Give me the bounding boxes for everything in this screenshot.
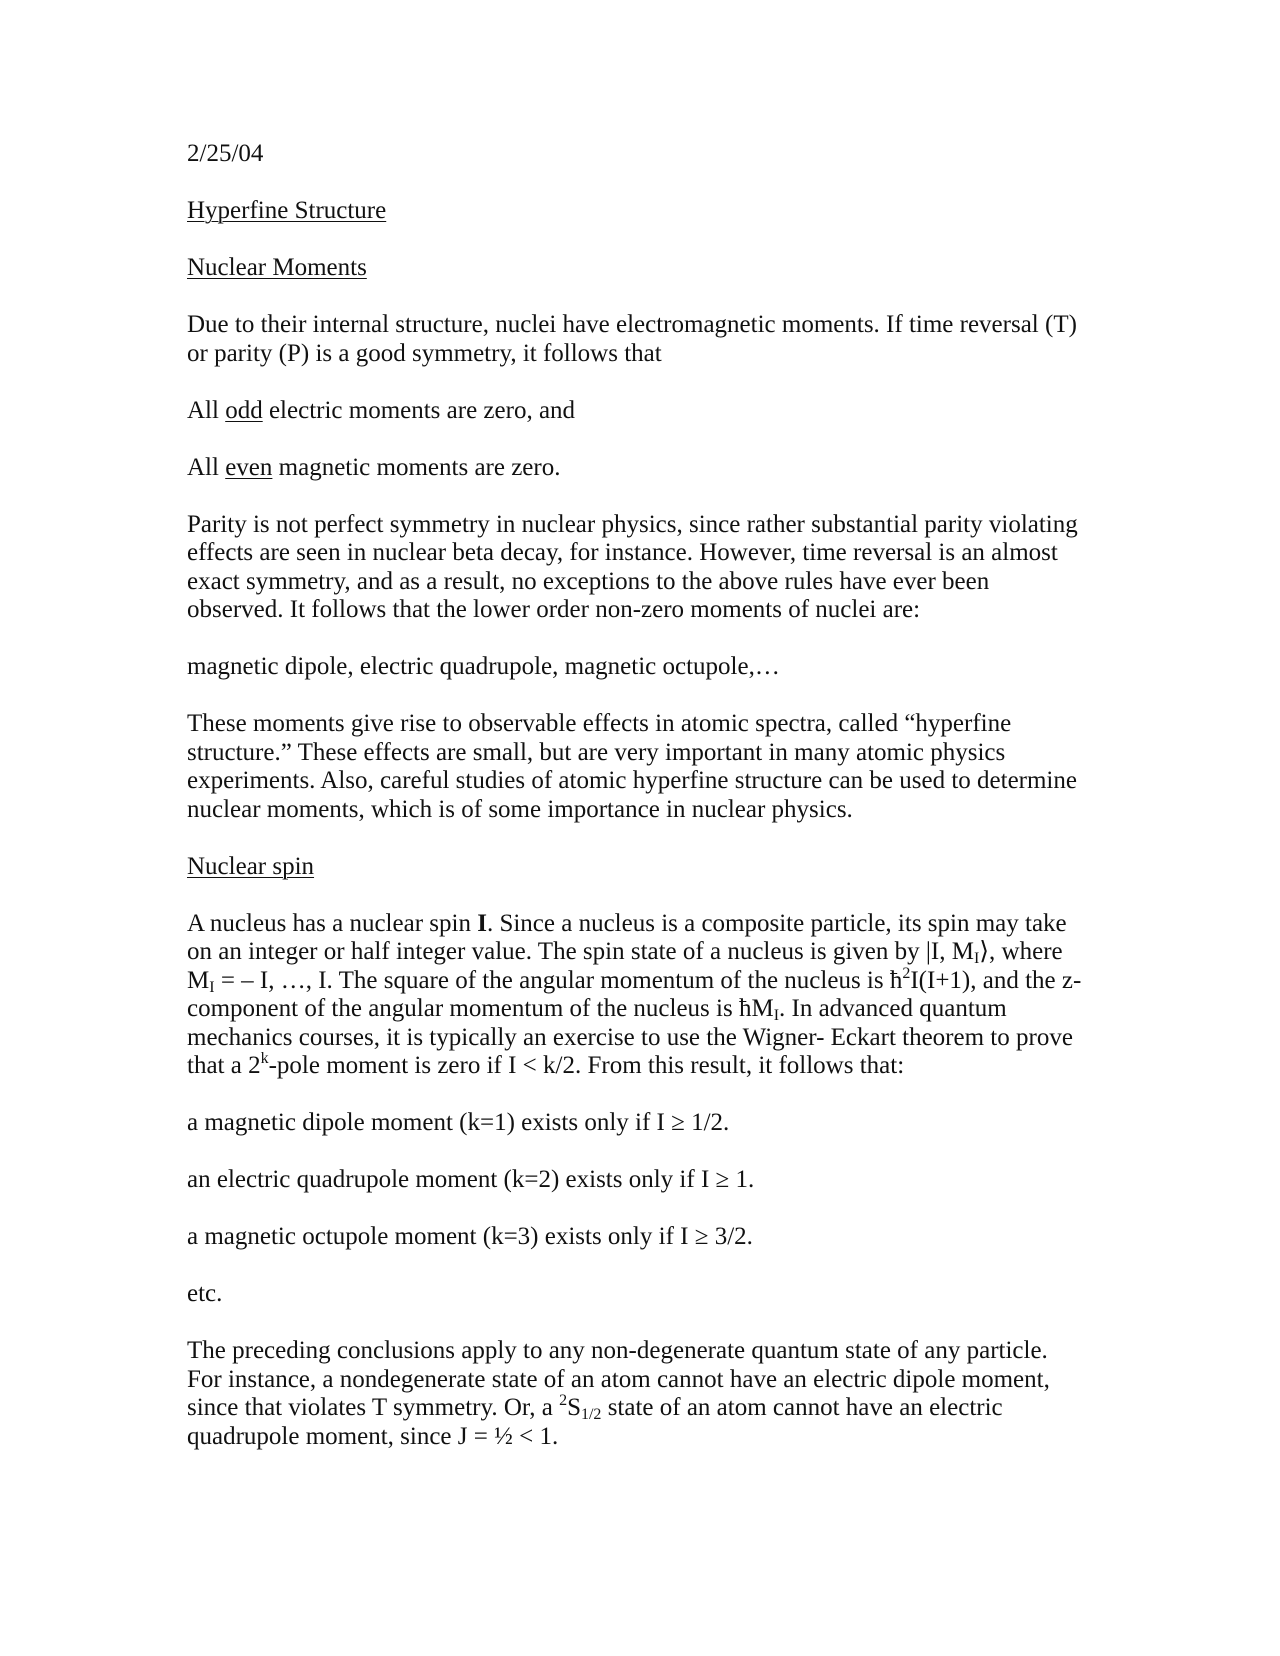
octupole-condition: a magnetic octupole moment (k=3) exists only if I ≥ 3/2. — [187, 1223, 753, 1250]
rule-odd-pre: All — [187, 396, 226, 424]
rule-even-paragraph — [187, 454, 1087, 483]
parity-paragraph: Parity is not perfect symmetry in nuclear physics, since rather substantial parity violating effects are seen in nuclear beta decay, for instance. However, time reversal is an almost exact symmetry, and as a result, no exceptions to the above rules have ever been observed. It follows that the lower order non-zero moments of nuclei are: — [187, 510, 1078, 623]
spin-text-1: A nucleus has a nuclear spin — [187, 909, 478, 937]
rule-even-post: magnetic moments are zero. — [272, 453, 561, 481]
rule-even-word: even — [225, 453, 273, 481]
etc-line: etc. — [187, 1280, 223, 1307]
subscript: I — [773, 1007, 780, 1024]
hyperfine-paragraph: These moments give rise to observable effects in atomic spectra, called “hyperfine structure.” These effects are small, but are very important in many atomic physics experiments. Also, careful studies of atomic hyperfine structure can be used to determine nuclear moments, which is of some importance in nuclear physics. — [187, 710, 1077, 823]
rule-even-pre: All — [187, 453, 226, 481]
subscript: 1/2 — [580, 1406, 602, 1423]
conclusion-text-3: state of an atom cannot have an electric quadrupole moment, since J = ½ < 1. — [187, 1394, 1003, 1450]
conclusion-text-2: S — [567, 1394, 581, 1421]
spin-text-3: ⟩, where M — [187, 938, 1063, 994]
section-heading-nuclear-moments — [187, 254, 1087, 283]
superscript: 2 — [902, 964, 911, 982]
subscript: I — [209, 978, 215, 996]
section-heading-text: Nuclear Moments — [187, 254, 367, 281]
quadrupole-condition: an electric quadrupole moment (k=2) exists only if I ≥ 1. — [187, 1166, 755, 1193]
spin-text-6: . In advanced quantum mechanics courses, it is typically an exercise to use the Wigner- Eckart theorem to prove that a 2 — [187, 995, 1073, 1079]
spin-paragraph — [187, 910, 1087, 1081]
rule-odd-post: electric moments are zero, and — [262, 396, 576, 424]
subscript: I — [973, 950, 980, 967]
document-page — [187, 140, 1087, 1480]
rule-odd-word: odd — [225, 396, 263, 424]
superscript: k — [260, 1050, 269, 1067]
section-heading-text: Nuclear spin — [187, 852, 315, 880]
spin-text-2: . Since a nucleus is a composite particle, its spin may take on an integer or half integer value. The spin state of a nucleus is given by |I, M — [187, 909, 1067, 965]
dipole-condition: a magnetic dipole moment (k=1) exists only if I ≥ 1/2. — [187, 1109, 730, 1136]
spin-text-4: = – I, …, I. The square of the angular momentum of the nucleus is ħ — [214, 966, 903, 994]
conclusion-text-1: The preceding conclusions apply to any non-degenerate quantum state of any particle. For instance, a nondegenerate state of an atom cannot have an electric dipole moment, since that violates T symmetry. Or, a — [187, 1337, 1050, 1421]
moments-list-paragraph: magnetic dipole, electric quadrupole, magnetic octupole,… — [187, 653, 780, 680]
conclusion-paragraph — [187, 1337, 1087, 1451]
document-title — [187, 197, 1087, 226]
section-heading-nuclear-spin — [187, 853, 1087, 882]
rule-odd-paragraph — [187, 397, 1087, 426]
intro-paragraph: Due to their internal structure, nuclei have electromagnetic moments. If time reversal (T) or parity (P) is a good symmetry, it follows that — [187, 311, 1077, 367]
superscript: 2 — [559, 1392, 568, 1409]
document-title-text: Hyperfine Structure — [187, 197, 387, 224]
spin-vector-symbol: I — [477, 909, 487, 937]
date: 2/25/04 — [187, 140, 264, 167]
spin-text-5: I(I+1), and the z-component of the angular momentum of the nucleus is ħM — [187, 966, 1082, 1022]
spin-text-7: -pole moment is zero if I < k/2. From this result, it follows that: — [268, 1052, 905, 1079]
